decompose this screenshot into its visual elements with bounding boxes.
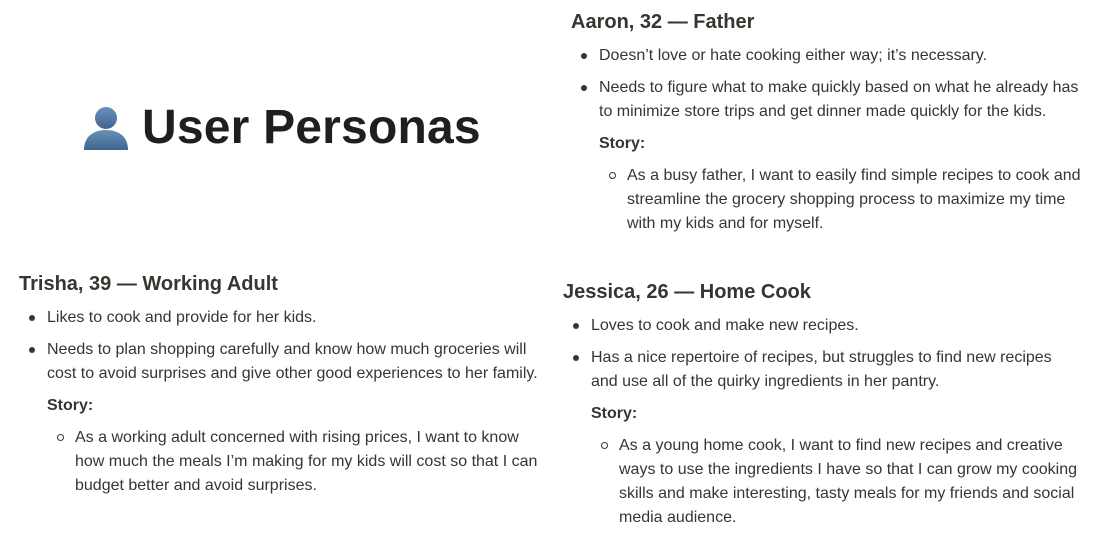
story-item: As a working adult concerned with rising prices, I want to know how much the meals I’m making for my kids will cost so that I can budget better and avoid surprises. [19, 426, 539, 498]
story-label: Story: [47, 397, 94, 414]
trait-item: Loves to cook and make new recipes. [563, 314, 1081, 338]
user-silhouette-icon [80, 102, 132, 154]
page-title-block [80, 100, 481, 155]
persona-heading: Trisha, 39 — Working Adult [19, 273, 278, 295]
page-title: User Personas [142, 101, 481, 154]
trait-item: Likes to cook and provide for her kids. [19, 306, 539, 330]
story-list [571, 164, 1081, 236]
persona-traits [571, 44, 1081, 124]
persona-traits [563, 314, 1081, 394]
story-label: Story: [599, 135, 646, 152]
trait-item: Has a nice repertoire of recipes, but struggles to find new recipes and use all of the quirky ingredients in her pantry. [563, 346, 1081, 394]
story-item: As a busy father, I want to easily find simple recipes to cook and streamline the grocery shopping process to maximize my time with my kids and for myself. [571, 164, 1081, 236]
story-list [563, 434, 1081, 530]
trait-item: Needs to plan shopping carefully and know how much groceries will cost to avoid surprises and give other good experiences to her family. [19, 338, 539, 386]
story-list [19, 426, 539, 498]
persona-aaron [571, 8, 1081, 236]
trait-item: Doesn’t love or hate cooking either way; it’s necessary. [571, 44, 1081, 68]
story-item: As a young home cook, I want to find new recipes and creative ways to use the ingredients I have so that I can grow my cooking skills and make interesting, tasty meals for my friends and social media audience. [563, 434, 1081, 530]
story-label: Story: [591, 405, 638, 422]
persona-heading: Jessica, 26 — Home Cook [563, 281, 811, 303]
persona-heading: Aaron, 32 — Father [571, 11, 755, 33]
persona-jessica [563, 278, 1081, 530]
persona-traits [19, 306, 539, 386]
persona-trisha [19, 270, 539, 498]
trait-item: Needs to figure what to make quickly based on what he already has to minimize store trips and get dinner made quickly for the kids. [571, 76, 1081, 124]
